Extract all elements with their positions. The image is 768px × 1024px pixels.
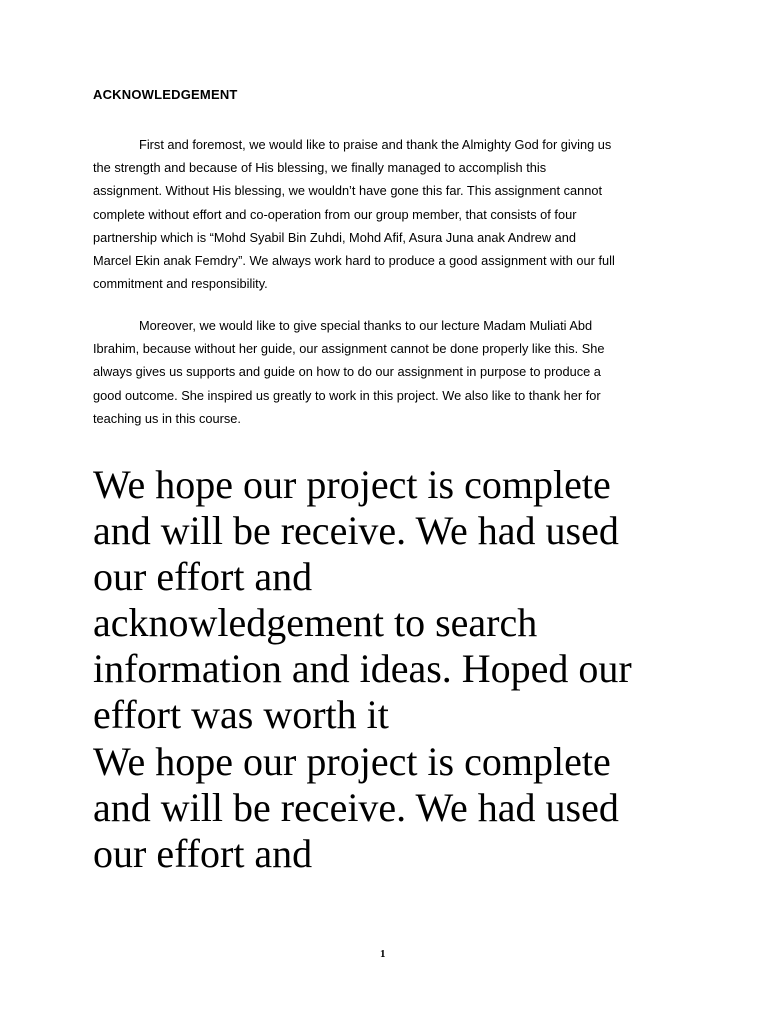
large-text-line: and will be receive. We had used [93,508,619,554]
large-text-line: effort was worth it [93,692,389,738]
paragraph-1 [93,133,693,295]
paragraph-line: teaching us in this course. [93,410,241,426]
paragraph-line: partnership which is “Mohd Syabil Bin Zuhdi, Mohd Afif, Asura Juna anak Andrew and [93,229,576,245]
paragraph-line: the strength and because of His blessing, we finally managed to accomplish this [93,160,547,176]
paragraph-line: complete without effort and co-operation from our group member, that consists of four [93,206,577,222]
paragraph-line: assignment. Without His blessing, we wouldn’t have gone this far. This assignment cannot [93,183,603,199]
paragraph-line: good outcome. She inspired us greatly to work in this project. We also like to thank her for [93,387,601,403]
paragraph-line: commitment and responsibility. [93,276,268,292]
large-text-line: We hope our project is complete [93,738,611,784]
large-text-block [93,462,632,877]
paragraph-line: Marcel Ekin anak Femdry”. We always work hard to produce a good assignment with our full [93,253,615,269]
large-text-line: our effort and [93,830,313,876]
large-text-line: our effort and [93,554,313,600]
paragraph-line: First and foremost, we would like to praise and thank the Almighty God for giving us [139,137,612,152]
paragraph-2 [93,314,693,430]
large-text-line: We hope our project is complete [93,462,611,507]
large-text-line: acknowledgement to search [93,600,538,646]
document-heading: ACKNOWLEDGEMENT [93,87,238,102]
page-number: 1 [380,948,386,960]
paragraph-line: always gives us supports and guide on how to do our assignment in purpose to produce a [93,364,601,380]
large-text-line: and will be receive. We had used [93,784,619,830]
paragraph-line: Moreover, we would like to give special thanks to our lecture Madam Muliati Abd [139,318,593,333]
paragraph-line: Ibrahim, because without her guide, our assignment cannot be done properly like this. She [93,341,605,357]
large-text-line: information and ideas. Hoped our [93,646,632,692]
